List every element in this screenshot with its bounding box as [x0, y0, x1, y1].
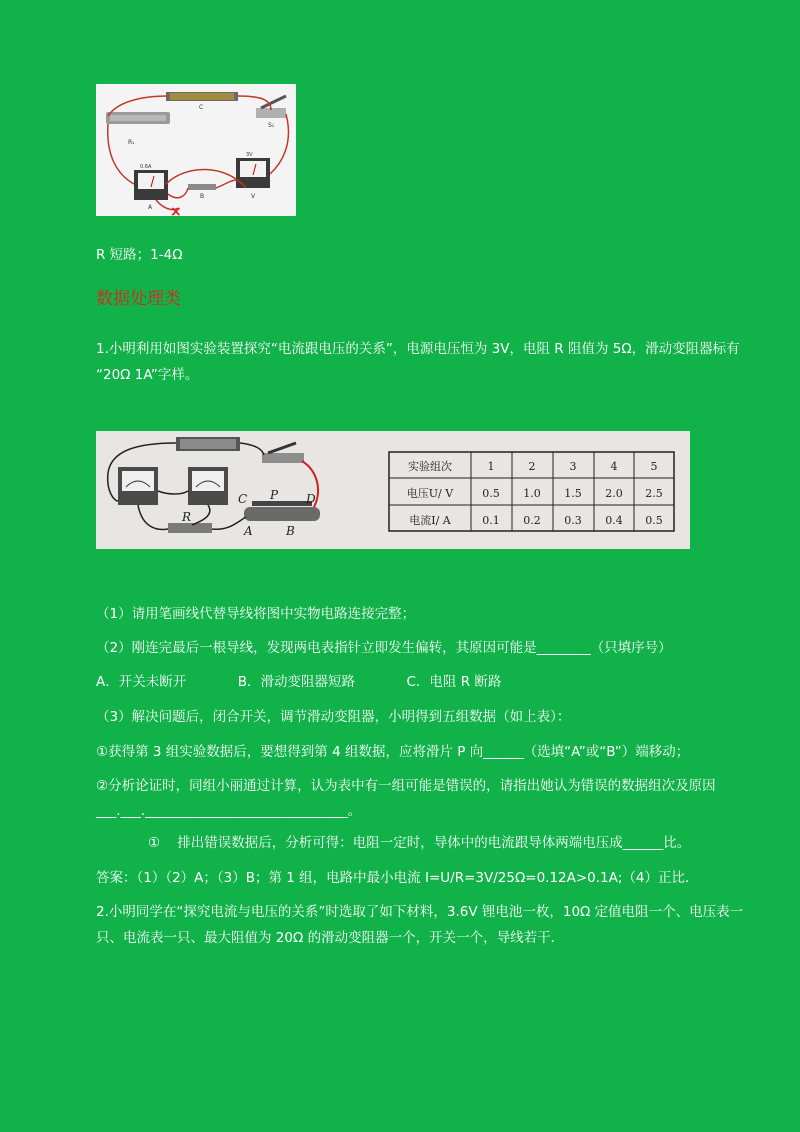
- answer-blank-line: ___.___.______________________________。: [96, 803, 362, 819]
- resistor-r: [168, 523, 212, 533]
- table-group-cell: 1: [487, 460, 495, 473]
- table-voltage-cell: 0.5: [482, 487, 500, 500]
- table-voltage-cell: 2.5: [645, 487, 663, 500]
- sub-question-3-part-2: ②分析论证时，同组小丽通过计算，认为表中有一组可能是错误的，请指出她认为错误的数据组次及原因: [96, 778, 716, 794]
- label-c: C: [238, 492, 248, 506]
- label-r: R: [182, 510, 192, 524]
- table-group-cell: 4: [610, 460, 618, 473]
- data-table-grid: [388, 451, 675, 532]
- resistor: [188, 184, 216, 190]
- table-group-cell: 2: [528, 460, 536, 473]
- table-group-cell: 3: [569, 460, 577, 473]
- table-header-label: 实验组次: [408, 460, 452, 473]
- sub-question-3-part-1: ①获得第 3 组实验数据后，要想得到第 4 组数据，应将滑片 P 向______（选填“A”或“B”）端移动；: [96, 744, 690, 760]
- table-current-cell: 0.1: [482, 514, 500, 527]
- question-1-line-2: “20Ω 1A”字样。: [96, 367, 199, 383]
- table-current-cell: 0.2: [523, 514, 541, 527]
- table-voltage-cell: 2.0: [605, 487, 623, 500]
- label-s1: S₁: [268, 122, 275, 129]
- label-a: A: [148, 204, 153, 211]
- label-d: D: [306, 492, 316, 506]
- label-a: A: [244, 524, 253, 538]
- table-current-cell: 0.5: [645, 514, 663, 527]
- label-r1: R₁: [128, 139, 135, 146]
- label-ammeter-range: 0.6A: [140, 164, 152, 170]
- switch: [262, 453, 304, 463]
- table-group-cell: 5: [650, 460, 658, 473]
- table-voltage-label: 电压U/ V: [406, 487, 454, 500]
- question-2-line-2: 只、电流表一只、最大阻值为 20Ω 的滑动变阻器一个，开关一个，导线若干．: [96, 930, 565, 946]
- label-voltmeter-range: 3V: [246, 152, 253, 158]
- table-voltage-cell: 1.0: [523, 487, 541, 500]
- circuit-figure-1: [96, 84, 296, 216]
- data-table: [388, 451, 675, 532]
- sub-question-1: （1）请用笔画线代替导线将图中实物电路连接完整；: [96, 606, 416, 622]
- previous-answer: R 短路；1-4Ω: [96, 247, 183, 263]
- label-c: C: [199, 104, 204, 111]
- circuit-figure-1-drawing: [96, 84, 296, 216]
- rheostat: [244, 507, 320, 521]
- table-current-cell: 0.4: [605, 514, 623, 527]
- label-b: B: [200, 193, 205, 200]
- question-1-line-1: 1.小明利用如图实验装置探究“电流跟电压的关系”，电源电压恒为 3V，电阻 R 阻值为 5Ω，滑动变阻器标有: [96, 341, 740, 357]
- table-voltage-cell: 1.5: [564, 487, 582, 500]
- answer-line: 答案：（1）（2）A；（3）B；第 1 组，电路中最小电流 I=U/R=3V/25Ω=0.12A>0.1A;（4）正比．: [96, 870, 699, 886]
- label-p: P: [270, 488, 279, 502]
- question-2-line-1: 2.小明同学在“探究电流与电压的关系”时选取了如下材料，3.6V 锂电池一枚，10Ω 定值电阻一个、电压表一: [96, 904, 744, 920]
- options-line: A．开关未断开 B．滑动变阻器短路 C．电阻 R 断路: [96, 674, 502, 690]
- table-current-cell: 0.3: [564, 514, 582, 527]
- label-b: B: [286, 524, 295, 538]
- label-v: V: [251, 193, 256, 200]
- sub-question-2: （2）刚连完最后一根导线，发现两电表指针立即发生偏转，其原因可能是________（只填序号）: [96, 640, 672, 656]
- sub-question-3: （3）解决问题后，闭合开关，调节滑动变阻器，小明得到五组数据（如上表）：: [96, 709, 571, 725]
- sub-question-4: ① 排出错误数据后，分析可得：电阻一定时，导体中的电流跟导体两端电压成______比。: [148, 835, 691, 851]
- wire-error-mark: ×: [170, 204, 182, 220]
- section-heading: 数据处理类: [96, 289, 181, 309]
- table-current-label: 电流I/ A: [409, 514, 451, 527]
